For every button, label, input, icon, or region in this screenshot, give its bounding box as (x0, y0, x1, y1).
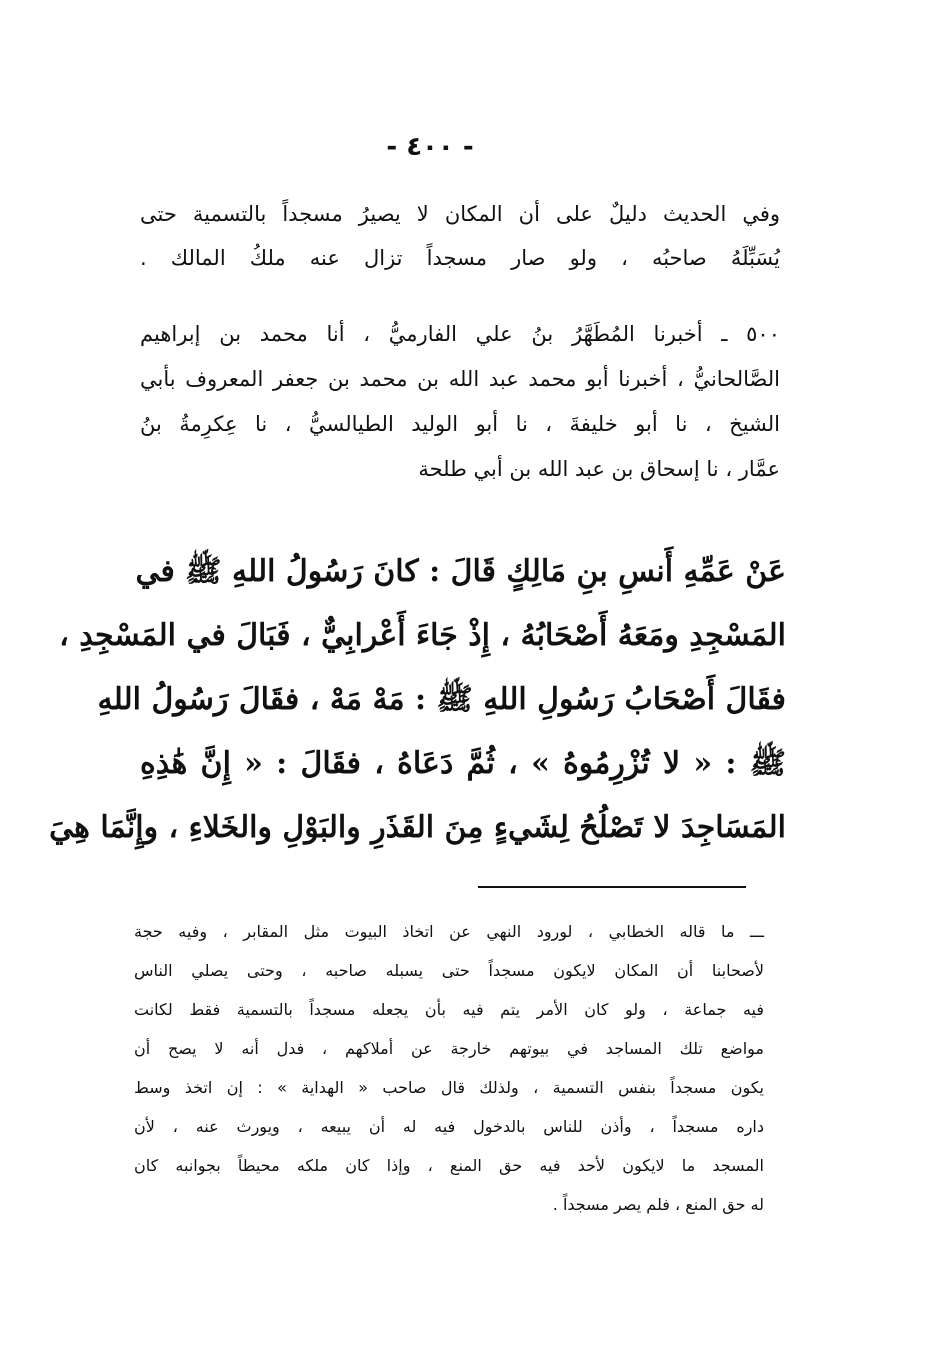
footnote-line: ـــ ما قاله الخطابي ، لورود النهي عن اتخاذ البيوت مثل المقابر ، وفيه حجة (134, 922, 764, 941)
footnote-line: داره مسجداً ، وأذن للناس بالدخول فيه له أن يبيعه ، ويورث عنه ، لأن (134, 1117, 764, 1136)
footnote-line: المسجد ما لايكون لأحد فيه حق المنع ، وإذا كان ملكه محيطاً بجوانبه كان (134, 1156, 764, 1175)
commentary-paragraph (140, 192, 780, 280)
footnote-line: مواضع تلك المساجد في بيوتهم خارجة عن أملاكهم ، فدل أنه لا يصح أن (134, 1039, 764, 1058)
hadith-text (49, 540, 786, 860)
isnad-paragraph (140, 312, 780, 492)
footnote-line: يكون مسجداً بنفس التسمية ، ولذلك قال صاحب « الهداية » : إن اتخذ وسط (134, 1078, 764, 1097)
hadith-line: عَنْ عَمِّهِ أَنسِ بنِ مَالِكٍ قَالَ : كانَ رَسُولُ اللهِ ﷺ في (135, 554, 786, 589)
hadith-line: فقَالَ أَصْحَابُ رَسُولِ اللهِ ﷺ : مَهْ مَهْ ، فقَالَ رَسُولُ اللهِ (97, 682, 786, 717)
hadith-line: المَسْجِدِ ومَعَهُ أَصْحَابُهُ ، إِذْ جَاءَ أَعْرابِيٌّ ، فَبَالَ في المَسْجِدِ ، (59, 618, 786, 653)
page-number: - ٤٠٠ - (386, 132, 474, 162)
isnad-line: ٥٠٠ ـ أخبرنا المُطَهَّرُ بنُ علي الفارميُّ ، أنا محمد بن إبراهيم (140, 322, 780, 346)
isnad-line: الشيخ ، نا أبو خليفةَ ، نا أبو الوليد الطيالسيُّ ، نا عِكرِمةُ بنُ (140, 412, 780, 436)
commentary-line: وفي الحديث دليلٌ على أن المكان لا يصيرُ مسجداً بالتسمية حتى (140, 202, 780, 226)
footnote-line: لأصحابنا أن المكان لايكون مسجداً حتى يسبله صاحبه ، وحتى يصلي الناس (134, 961, 764, 980)
isnad-line: الصَّالحانيُّ ، أخبرنا أبو محمد عبد الله بن محمد بن جعفر المعروف بأبي (140, 367, 780, 391)
footnote (134, 912, 764, 1224)
footnote-line: فيه جماعة ، ولو كان الأمر يتم فيه بأن يجعله مسجداً بالتسمية فقط لكانت (134, 1000, 764, 1019)
hadith-line: ﷺ : « لا تُزْرِمُوهُ » ، ثُمَّ دَعَاهُ ، فقَالَ : « إِنَّ هَٰذِهِ (140, 746, 786, 781)
isnad-line: عمَّار ، نا إسحاق بن عبد الله بن أبي طلحة (418, 457, 780, 481)
footnote-divider (478, 886, 746, 888)
commentary-line: يُسَبِّلَهُ صاحبُه ، ولو صار مسجداً تزال عنه ملكُ المالك . (140, 246, 780, 270)
footnote-line: له حق المنع ، فلم يصر مسجداً . (552, 1195, 764, 1214)
hadith-line: المَسَاجِدَ لا تَصْلُحُ لِشَيءٍ مِنَ القَذَرِ والبَوْلِ والخَلاءِ ، وإِنَّمَا هِيَ (49, 810, 786, 845)
